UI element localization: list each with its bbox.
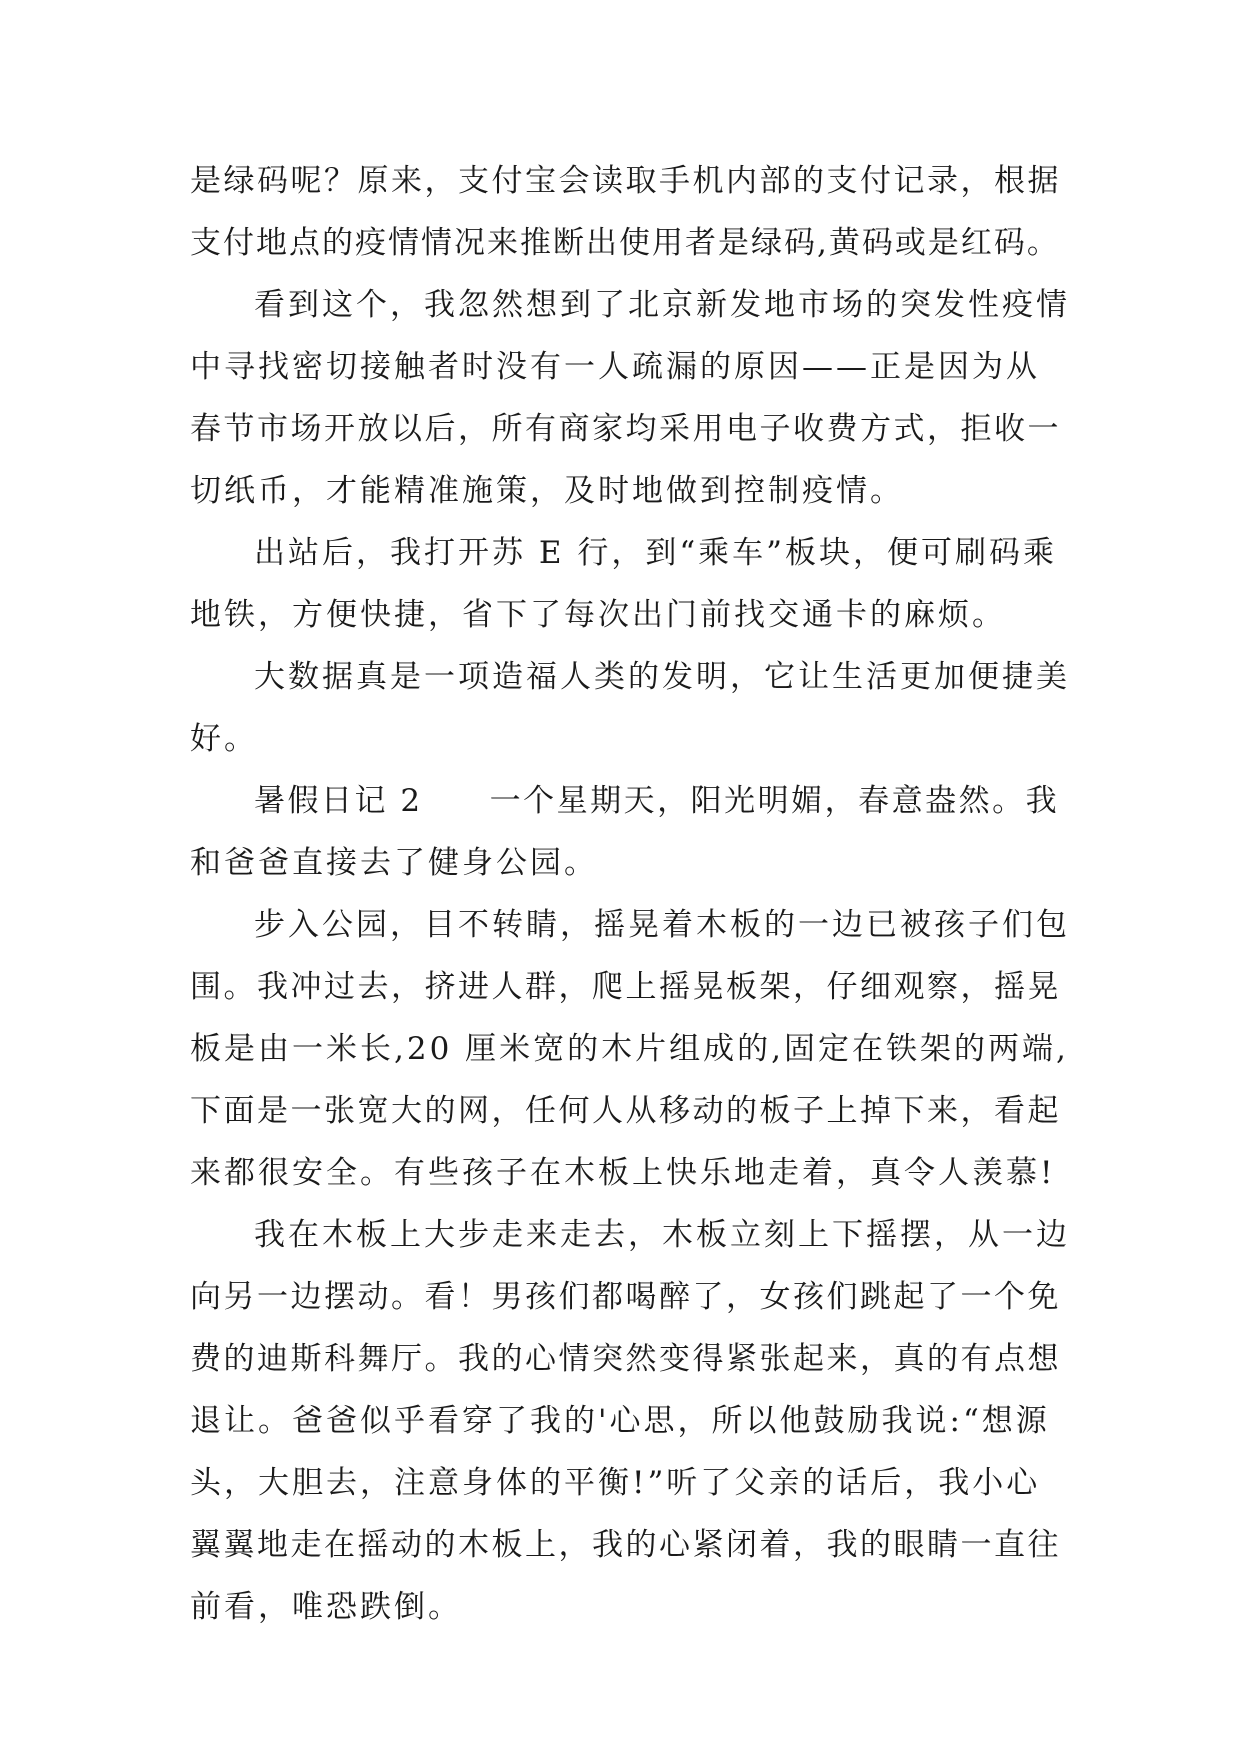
text-line: 费的迪斯科舞厅。我的心情突然变得紧张起来，真的有点想 <box>190 1341 1061 1377</box>
text-line: 下面是一张宽大的网，任何人从移动的板子上掉下来，看起 <box>190 1093 1061 1129</box>
paragraph-first-line: 步入公园，目不转睛，摇晃着木板的一边已被孩子们包 <box>254 907 1070 943</box>
text-line: 支付地点的疫情情况来推断出使用者是绿码,黄码或是红码。 <box>190 225 1060 261</box>
text-line: 来都很安全。有些孩子在木板上快乐地走着，真令人羡慕! <box>190 1155 1056 1191</box>
text-line: 是绿码呢？原来，支付宝会读取手机内部的支付记录，根据 <box>190 163 1061 199</box>
paragraph-first-line: 出站后，我打开苏 E 行，到“乘车”板块，便可刷码乘 <box>254 535 1058 571</box>
text-line: 春节市场开放以后，所有商家均采用电子收费方式，拒收一 <box>190 411 1061 447</box>
text-line: 好。 <box>190 721 258 757</box>
text-line: 头，大胆去，注意身体的平衡!”听了父亲的话后，我小心 <box>190 1465 1041 1501</box>
text-line: 中寻找密切接触者时没有一人疏漏的原因——正是因为从 <box>190 349 1040 385</box>
text-line: 地铁，方便快捷，省下了每次出门前找交通卡的麻烦。 <box>190 597 1006 633</box>
text-line: 和爸爸直接去了健身公园。 <box>190 845 598 881</box>
text-line: 前看，唯恐跌倒。 <box>190 1589 462 1625</box>
text-line: 翼翼地走在摇动的木板上，我的心紧闭着，我的眼睛一直往 <box>190 1527 1061 1563</box>
paragraph-first-line: 暑假日记 2 一个星期天，阳光明媚，春意盎然。我 <box>254 783 1060 819</box>
text-line: 切纸币，才能精准施策，及时地做到控制疫情。 <box>190 473 904 509</box>
paragraph-first-line: 我在木板上大步走来走去，木板立刻上下摇摆，从一边 <box>254 1217 1070 1253</box>
text-line: 退让。爸爸似乎看穿了我的'心思，所以他鼓励我说:“想源 <box>190 1403 1050 1439</box>
paragraph-first-line: 大数据真是一项造福人类的发明，它让生活更加便捷美 <box>254 659 1070 695</box>
text-line: 围。我冲过去，挤进人群，爬上摇晃板架，仔细观察，摇晃 <box>190 969 1061 1005</box>
text-line: 向另一边摆动。看！男孩们都喝醉了，女孩们跳起了一个免 <box>190 1279 1061 1315</box>
paragraph-first-line: 看到这个，我忽然想到了北京新发地市场的突发性疫情 <box>254 287 1070 323</box>
text-line: 板是由一米长,20 厘米宽的木片组成的,固定在铁架的两端, <box>190 1031 1069 1067</box>
document-body <box>190 150 1070 1638</box>
